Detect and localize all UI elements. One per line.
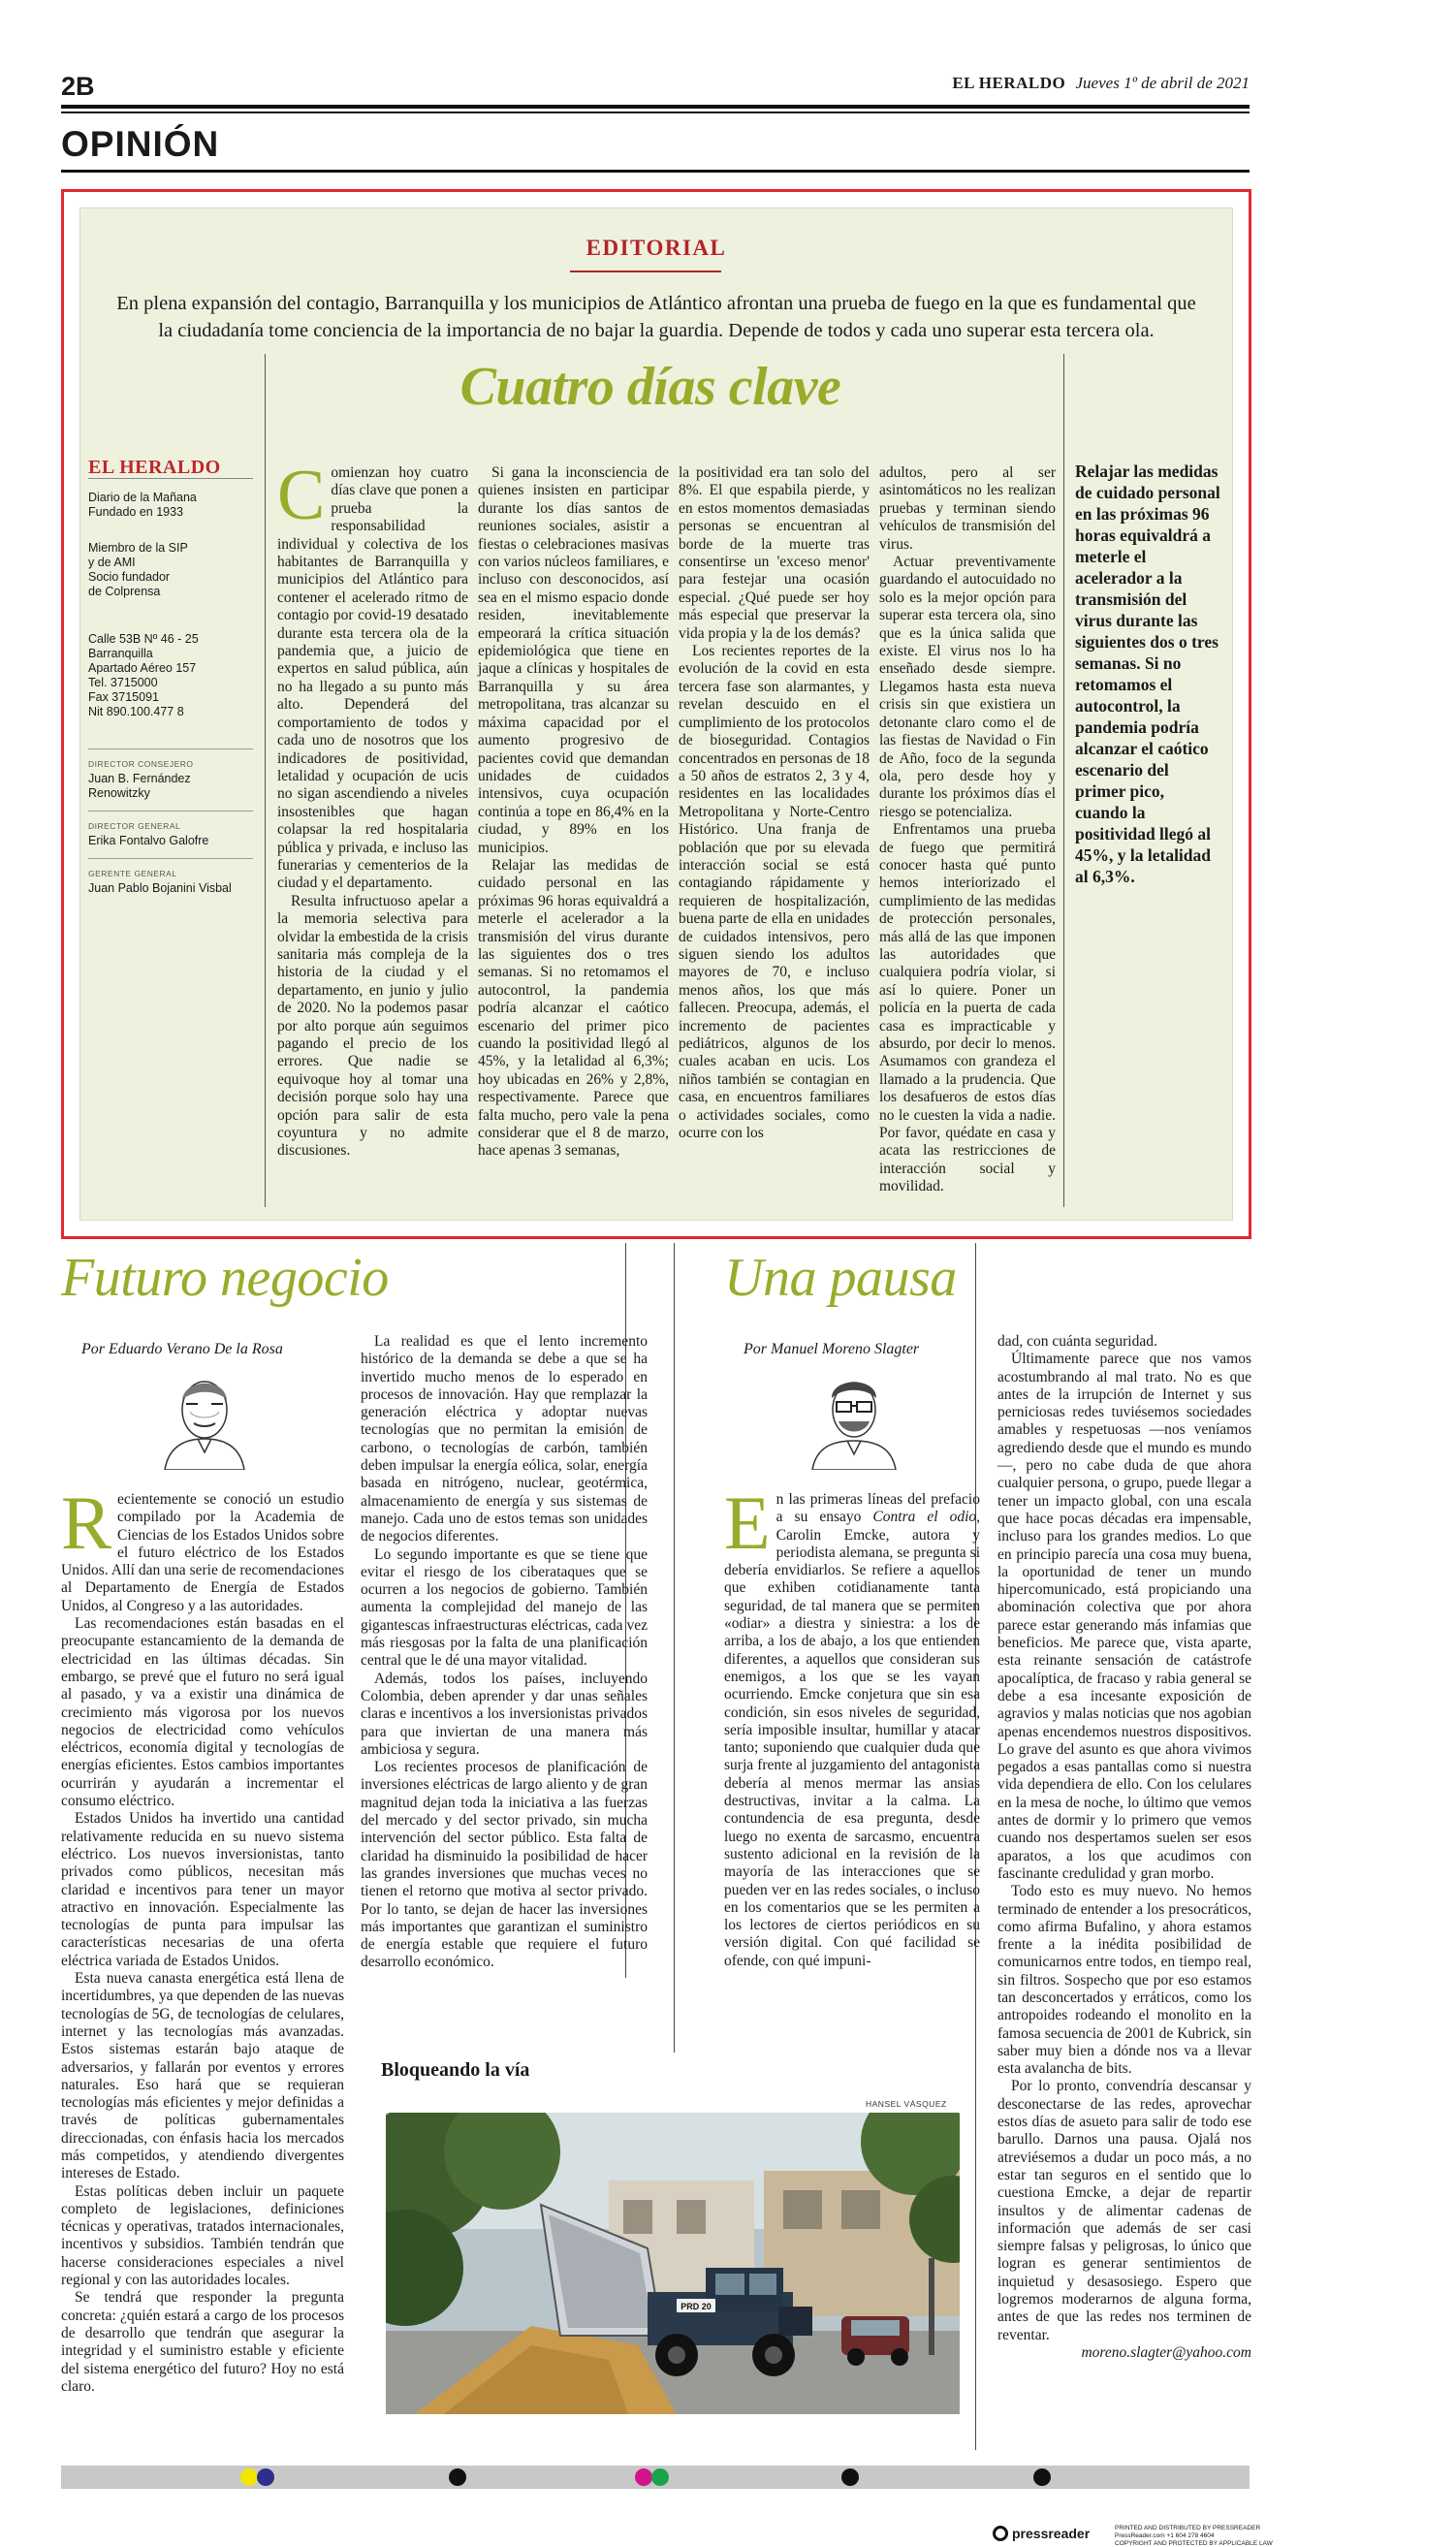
sidebar-address: [88, 632, 253, 719]
dropcap: E: [724, 1480, 771, 1565]
role-label: DIRECTOR CONSEJERO: [88, 759, 194, 769]
paragraph: Los recientes reportes de la evolución de la covid en esta tercera fase son alarmantes, y revelan descuido en el cumplimiento de los protocolos de bioseguridad. Contagios concentrados en personas de 18 a 50 años de estratos 2, 3 y 4, residentes en las localidades Metropolitana y Norte-Centro Histórico. Una franja de población que por su elevada interacción social se está contagiando rápidamente y requieren de hospitalización, buena parte de ella en unidades de cuidados intensivos, pero siguen siendo los adultos mayores de 70, e incluso menos años, los que más fallecen. Preocupa, además, el incremento de pacientes pediátricos, algunos de los cuales acaban en ucis. Los niños también se contagian en casa, en encuentros familiares o actividades sociales, como ocurre con los: [679, 643, 870, 1142]
pressreader-legal: [1115, 2525, 1273, 2547]
paragraph: Si gana la inconsciencia de quienes insisten en participar durante los días santos de reuniones sociales, asistir a fiestas o celebraciones masivas con varios núcleos familiares, e incluso con desconocidos, así sea en el mismo espacio donde residen, inevitablemente empeorará la crítica situación epidemiológica que tiene en jaque a clínicas y hospitales de Barranquilla y su área metropolitana, tras alcanzar su máxima capacidad por el aumento progresivo de pacientes covid que demandan unidades de cuidados intensivos, cuya ocupación continúa a tope en 86,4% en la ciudad, y 89% en los municipios.: [478, 464, 669, 856]
paragraph: La realidad es que el lento incremento histórico de la demanda se debe a que se ha invertido mucho menos de lo esperado en procesos de innovación. Hay que remplazar la generación eléctrica y adoptar nuevas tecnologías que no permitan la emisión de carbono, o tecnologías de carbón, también deben impulsar la energía eólica, solar, energía basada en nitrógeno, nuclear, geotérmica, almacenamiento de energía y sus sistemas de manejo. Cada uno de estos temas son unidades de negocios diferentes.: [361, 1333, 648, 1545]
dropcap: R: [61, 1480, 112, 1565]
paragraph: Se tendrá que responder la pregunta concreta: ¿quién estará a cargo de los procesos de desarrollo que tendrán que asegurar la integridad y el suministro estable y eficiente del sistema energético del futuro? Hoy no está claro.: [61, 2289, 344, 2395]
page-number: 2B: [61, 72, 95, 101]
publication-date: Jueves 1º de abril de 2021: [1075, 74, 1250, 92]
color-dot: [1033, 2468, 1051, 2486]
sidebar-line: Nit 890.100.477 8: [88, 705, 184, 718]
editorial-pullquote: Relajar las medidas de cuidado personal en las próximas 96 horas equivaldrá a meterle el acelerador a la transmisión del virus durante las siguientes dos o tres semanas. Si no retomamos el autocontrol, la pandemia podría alcanzar el caótico escenario del primer pico, cuando la positividad llegó al 45%, y la letalidad al 6,3%.: [1075, 462, 1220, 886]
paragraph: Lo segundo importante es que se tiene que evitar el riesgo de los ciberataques que se ocurren a los negocios de gobierno. También aumenta la complejidad del manejo de las gigantescas infraestructuras eléctricas, cada vez más riesgosas por la falta de una planificación central que le dé una mayor vitalidad.: [361, 1545, 648, 1670]
publication-name: EL HERALDO: [952, 74, 1066, 92]
sidebar-membership: [88, 541, 253, 599]
role-label: GERENTE GENERAL: [88, 869, 177, 878]
section-title: OPINIÓN: [61, 124, 220, 164]
paragraph: dad, con cuánta seguridad.: [997, 1333, 1157, 1350]
editorial-column-4: [879, 464, 1056, 1196]
pressreader-wordmark: pressreader: [1012, 2526, 1091, 2541]
editorial-kicker-rule: [570, 271, 721, 272]
editorial-column-2: [478, 464, 669, 1161]
paragraph: Resulta infructuoso apelar a la memoria selectiva para olvidar la embestida de la crisis sanitaria más compleja de la historia de la ciudad y el departamento, en junio y julio de 2020. No la podemos pasar por alto porque aún seguimos pagando el precio de los errores. Que nadie se equivoque hoy al tomar una decisión porque solo hay una opción para salir de esta coyuntura y no admite discusiones.: [277, 892, 468, 1160]
sidebar-founding: [88, 491, 253, 520]
sidebar-line: Apartado Aéreo 157: [88, 661, 197, 675]
paragraph-text: n las primeras líneas del prefacio a su ensayo: [775, 1491, 980, 1526]
pressreader-icon: [993, 2526, 1008, 2541]
portrait-drawing: [805, 1365, 903, 1470]
sidebar-line: Fax 3715091: [88, 690, 159, 704]
story-headline-future: Futuro negocio: [61, 1248, 389, 1308]
author-portrait-verano: [155, 1365, 254, 1470]
color-dot: [635, 2468, 652, 2486]
paragraph: adultos, pero al ser asintomáticos no les realizan pruebas y terminan siendo vehículos de transmisión del virus.: [879, 464, 1056, 553]
paragraph: Esta nueva canasta energética está llena de incertidumbres, ya que dependen de las nuevas tecnologías de 5G, de tecnologías de celulares, internet y las tecnologías más avanzadas. Estos sistemas estarán bajo ataque de adversarios, y fallarán por eventos y errores naturales. Eso hará que se requieran tecnologías más eficientes y mejor definidas a través de políticas gubernamentales direccionadas, con énfasis hacia los mercados más competidos, y atendiendo divergentes intereses de Estado.: [61, 1970, 344, 2182]
paragraph: ecientemente se conoció un estudio compilado por la Academia de Ciencias de los Estados Unidos sobre el futuro eléctrico de los Estados Unidos. Allí dan una serie de recomendaciones al Departamento de Energía de Estados Unidos, al Congreso y a las autoridades.: [61, 1491, 344, 1614]
portrait-drawing: [155, 1365, 254, 1470]
paragraph-text: , Carolin Emcke, autora y periodista alemana, se pregunta si debería envidiarlos. Se refiere a aquellos que exhiben cotidianamente tanta seguridad, de tal manera que se permiten «odiar» a diestra y siniestra: a los de arriba, a los de abajo, a los que entienden diferentes, a aquellos que consideran sus enemigos, a los que se les vayan ocurriendo. Emcke conjetura que sin esa condición, sin esos niveles de seguridad, sería imposible insultar, humillar y atacar tanto; suponiendo que cualquier duda que surja frente al juzgamiento del antagonista debería al menos mermar las ansias destructivas, invitar a la calma. La contundencia de esa pregunta, desde luego no exenta de sarcasmo, encuentra sustento adicional en la revisión de la mayoría de las interacciones que se pueden ver en las redes sociales, o incluso en los comentarios que se les permiten a los lectores de ciertos periódicos en su versión digital. Con qué facilidad se ofende, con qué impuni-: [724, 1509, 981, 1969]
header-rule-top: [61, 105, 1250, 109]
editorial-divider-right: [1063, 354, 1064, 1207]
sidebar-line: Barranquilla: [88, 647, 153, 660]
pressreader-logo: [993, 2526, 1090, 2541]
editorial-deck: En plena expansión del contagio, Barranquilla y los municipios de Atlántico afrontan una prueba de fuego en la que es fundamental que la ciudadanía tome conciencia de la importancia de no bajar la guardia. Depende de todos y cada uno superar esta tercera ola.: [116, 293, 1196, 341]
dump-truck-photo: [386, 2113, 960, 2414]
legal-line: COPYRIGHT AND PROTECTED BY APPLICABLE LAW: [1115, 2540, 1273, 2547]
paragraph: omienzan hoy cuatro días clave que ponen a prueba la responsabilidad individual y colectiva de los habitantes de Barranquilla y municipios del Atlántico para contener el acelerado ritmo de contagio por covid-19 desatado durante esta tercera ola de la pandemia que, a juicio de expertos en salud pública, aún no ha llegado a su punto más alto. Dependerá del comportamiento de todos y cada uno de nosotros que los indicadores de positividad, letalidad y ocupación de ucis no sigan ascendiendo a niveles insostenibles que hagan colapsar la red hospitalaria pública y privada, e incluso las funerarias y cementerios de la ciudad y el departamento.: [277, 464, 468, 892]
sidebar-line: Fundado en 1933: [88, 505, 184, 519]
photo-credit: HANSEL VÁSQUEZ: [866, 2099, 947, 2109]
masthead: [952, 74, 1250, 93]
paragraph: Últimamente parece que nos vamos acostumbrando al mal trato. No es que antes de la irrupción de Internet y sus perniciosas redes tuviésemos sociedades amables y respetuosas —nos veníamos agrediendo desde que el mundo es mundo—, pero no cabe duda de que ahora cualquier persona, o grupo, puede llegar a tener un impacto global, con una escala que hace pocas décadas era impensable, incluso para los grandes medios. Lo que en principio parecía una cosa muy buena, la oportunidad de tener un mundo hipercomunicado, está propiciando una abominación colectiva que por ahora parece estar generando más infamias que beneficios. Me parece que, vista aparte, esta reinante sensación de catástrofe apocalíptica, de fracaso y rabia general se debe a esa incesante exposición de agravios y malas noticias que nos agobian apenas encendemos nuestros dispositivos. Lo grave del asunto es que ahora vivimos pegados a esas pantallas como si nuestra vida dependiera de ello. Con los celulares en la mesa de noche, lo último que vemos antes de dormir y lo primero que vemos cuando nos despertamos suelen ser esos aparatos, a los que acudimos con fascinante credulidad y gran morbo.: [997, 1351, 1251, 1882]
sidebar-line: Tel. 3715000: [88, 676, 158, 689]
sidebar-line: Diario de la Mañana: [88, 491, 197, 504]
future-column-a: [61, 1480, 344, 2396]
editorial-box: [61, 189, 1251, 1239]
future-column-b: [361, 1333, 648, 1972]
paragraph: [724, 1480, 981, 1970]
printer-color-bar: [61, 2466, 1250, 2489]
paragraph: Relajar las medidas de cuidado personal en las próximas 96 horas equivaldrá a meterle el acelerador a la transmisión del virus durante las siguientes dos o tres semanas. Si no retomamos el autocontrol, la pandemia podría alcanzar el caótico escenario del primer pico cuando la positividad llegó al 45%, y la letalidad al 6,3%; hoy ubicadas en 26% y 2,8%, respectivamente. Parece que falta mucho, pero vale la pena considerar que el 8 de marzo, hace apenas 3 semanas,: [478, 856, 669, 1160]
paragraph: Enfrentamos una prueba de fuego que permitirá conocer hasta qué punto hemos interiorizado el cumplimiento de las medidas de protección personales, más allá de las que imponen las autoridades que cualquiera podría violar, si así lo quiere. Poner un policía en la puerta de cada casa es impracticable y absurdo, por decir lo menos. Asumamos con grandeza el llamado a la prudencia. Que los desafueros de estos días no le cuesten la vida a nadie. Por favor, quédate en casa y acata las restricciones de interacción social y movilidad.: [879, 821, 1056, 1195]
staff-name: Juan Pablo Bojanini Visbal: [88, 881, 232, 895]
sidebar-line: de Colprensa: [88, 585, 161, 598]
paragraph: Estas políticas deben incluir un paquete completo de legislaciones, definiciones técnicas y operativas, tratados internacionales, incentivos y subsidios. También tendrán que hacerse consideraciones especiales a nivel regional y con las autoridades locales.: [61, 2182, 344, 2289]
editorial-divider-left: [265, 354, 266, 1207]
pause-column-a: [724, 1480, 981, 1970]
dropcap: C: [277, 456, 326, 535]
color-dot: [651, 2468, 669, 2486]
paragraph: Los recientes procesos de planificación de inversiones eléctricas de largo aliento y de gran magnitud dejan toda la iniciativa a las fuerzas del mercado y del sector privado, sin mucha intervención del sector público. Esta falta de claridad ha disminuido la posibilidad de hacer las grandes inversiones que muchas veces no tienen el retorno que motiva al sector privado. Por lo tanto, se dejan de hacer las inversiones más importantes que garantizan el suministro de energía estable que requiere el futuro desarrollo económico.: [361, 1759, 648, 1971]
paragraph: Estados Unidos ha invertido una cantidad relativamente reducida en su nuevo sistema eléctrico. Los nuevos inversionistas, tanto privados como públicos, necesitan más claridad e incentivos para tener un mayor atractivo en innovación. Especialmente las tecnologías de punta para impulsar las características necesarias de una oferta eléctrica variada de Estados Unidos.: [61, 1810, 344, 1969]
color-dot: [257, 2468, 274, 2486]
paragraph: Todo esto es muy nuevo. No hemos terminado de entender a los presocráticos, como afirma Bufalino, y ahora estamos frente a la inédita posibilidad de comunicarnos entre todos, en tiempo real, sin filtros. Sospecho que por eso estamos tan desconcertados y erráticos, como los antropoides rodeando el monolito en la famosa secuencia de 2001 de Kubrick, sin saber muy bien a dónde nos va a llevar esta avalancha de bits.: [997, 1883, 1251, 2078]
book-title: Contra el odio: [872, 1509, 977, 1526]
paragraph: Además, todos los países, incluyendo Colombia, deben aprender y dar unas señales claras e incentivos a los inversionistas privados para que inviertan de una manera más ambiciosa y segura.: [361, 1670, 648, 1758]
section-rule: [61, 170, 1250, 173]
el-heraldo-logo: EL HERALDO: [88, 461, 253, 479]
editorial-headline: Cuatro días clave: [459, 357, 841, 417]
sidebar-separator: [88, 748, 253, 749]
paragraph: Las recomendaciones están basadas en el preocupante estancamiento de la demanda de electricidad en las últimas décadas. Sin embargo, se prevé que el futuro no será igual al pasado, y va a existir una dinámica de crecimiento más vigorosa por los nuevos negocios de electricidad como vehículos eléctricos, economía digital y tecnologías de energías eficientes. Estos cambios importantes ocurrirán y ayudarán a incrementar el consumo eléctrico.: [61, 1615, 344, 1810]
staff-name: Juan B. Fernández Renowitzky: [88, 772, 191, 800]
truck-plate: PRD 20: [681, 2302, 712, 2311]
author-portrait-moreno: [805, 1365, 903, 1470]
sidebar-separator: [88, 811, 253, 812]
byline-future: Por Eduardo Verano De la Rosa: [81, 1341, 283, 1357]
editorial-kicker: EDITORIAL: [586, 236, 727, 260]
paragraph: la positividad era tan solo del 8%. El que espabila pierde, y en estos momentos demasiadas personas se encuentran al borde de la muerte tras consentirse un 'exceso menor' para festejar una ocasión especial. ¿Qué puede ser hoy más especial que preservar la vida propia y la de los demás?: [679, 464, 870, 642]
author-email[interactable]: moreno.slagter@yahoo.com: [1081, 2343, 1251, 2361]
pause-column-b: [997, 1333, 1251, 2362]
news-photo: [386, 2113, 960, 2414]
photo-title: Bloqueando la vía: [381, 2059, 530, 2081]
sidebar-line: Calle 53B Nº 46 - 25: [88, 632, 199, 646]
sidebar-separator: [88, 858, 253, 859]
paragraph: Actuar preventivamente guardando el autocuidado no solo es la mejor opción para superar esta tercera ola, sino que es la única salida que existe. El virus nos lo ha enseñado desde siempre. Llegamos hasta esta nueva crisis sin que existiera un detonante claro como el de las fiestas de Navidad o Fin de Año, foco de la segunda ola, pero desde hoy y durante los próximos días el riesgo se potencializa.: [879, 554, 1056, 820]
editorial-column-3: [679, 464, 870, 1142]
editorial-sidebar: [88, 457, 253, 896]
sidebar-line: Socio fundador: [88, 570, 171, 584]
editorial-panel: [79, 207, 1233, 1221]
legal-line: PRINTED AND DISTRIBUTED BY PRESSREADER: [1115, 2525, 1261, 2531]
byline-pause: Por Manuel Moreno Slagter: [744, 1341, 920, 1357]
color-dot: [449, 2468, 466, 2486]
story-headline-pause: Una pausa: [724, 1248, 957, 1308]
color-dot: [240, 2468, 258, 2486]
role-label: DIRECTOR GENERAL: [88, 821, 181, 831]
staff-name: Erika Fontalvo Galofre: [88, 834, 209, 847]
sidebar-line: Miembro de la SIP: [88, 541, 188, 555]
color-dot: [841, 2468, 859, 2486]
legal-line: PressReader.com +1 604 278 4604: [1115, 2532, 1215, 2539]
header-rule-bottom: [61, 111, 1250, 113]
paragraph: Por lo pronto, convendría descansar y desconectarse de las redes, aprovechar estos días de asueto para salir de todo ese barullo. Darnos una pausa. Ojalá nos atreviésemos a dudar un poco más, a no estar tan seguros en el sentido que lo cuestiona Emcke, a dejar de repartir insultos y de alimentar cadenas de información que además de ser casi siempre falsas y peligrosas, lo único que logran es generar sentimientos de inquietud y desasosiego. Espero que logremos moderarnos de alguna forma, antes de que las redes nos terminen de reventar.: [997, 2078, 1251, 2343]
editorial-column-1: [277, 456, 468, 1161]
sidebar-line: y de AMI: [88, 556, 136, 569]
divider-center: [674, 1243, 675, 2053]
